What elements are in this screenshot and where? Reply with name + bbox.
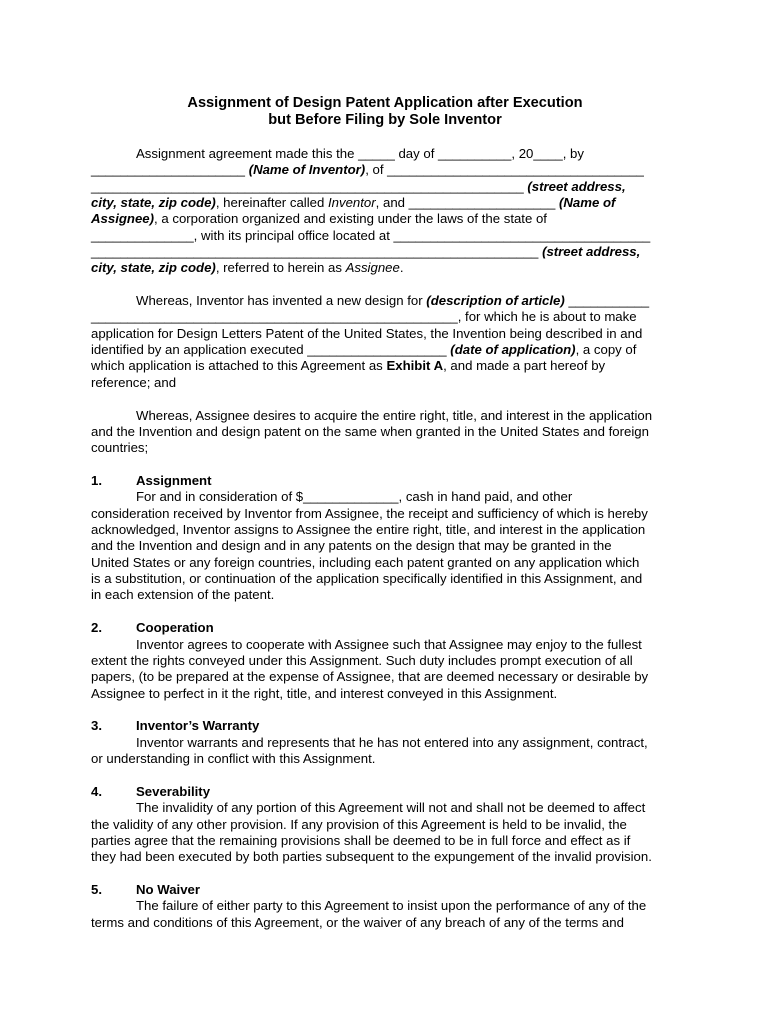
whereas-line xyxy=(91,358,605,374)
section-line: Inventor agrees to cooperate with Assignee such that Assignee may enjoy to the fullest xyxy=(136,637,642,652)
field-label: (date of application) xyxy=(450,342,576,357)
section-heading: Severability xyxy=(136,784,211,799)
intro-text: , hereinafter called xyxy=(215,195,328,210)
section-line: acknowledged, Inventor assigns to Assignee the entire right, title, and interest in the application xyxy=(91,522,646,537)
section-heading: Cooperation xyxy=(136,620,214,635)
intro-text: , and ____________________ xyxy=(375,195,559,210)
section-line: consideration received by Inventor from Assignee, the receipt and sufficiency of which is hereby xyxy=(91,506,648,521)
blank-field: ___________ xyxy=(564,293,650,308)
section-number: 5. xyxy=(91,882,102,897)
section-line: Assignee to perfect in it the right, title, and interest conveyed in this Assignment. xyxy=(91,686,558,701)
intro-line xyxy=(91,211,547,227)
whereas-line: __________________________________________________, for which he is about to make xyxy=(91,309,637,324)
whereas-line: Whereas, Assignee desires to acquire the entire right, title, and interest in the application xyxy=(136,408,653,423)
intro-line xyxy=(91,244,640,260)
field-label: (Name of xyxy=(559,195,616,210)
section-heading: No Waiver xyxy=(136,882,200,897)
whereas-line: countries; xyxy=(91,440,149,455)
intro-line xyxy=(91,260,404,276)
whereas-text: , a copy of xyxy=(575,342,637,357)
whereas-text: Whereas, Inventor has invented a new design for xyxy=(136,293,427,308)
whereas-line xyxy=(136,293,649,309)
blank-field: ___________________________________________________________ xyxy=(91,179,528,194)
section-line: The invalidity of any portion of this Agreement will not and shall not be deemed to affect xyxy=(136,800,646,815)
section-line: they had been executed by both parties subsequent to the expungement of the invalid provision. xyxy=(91,849,652,864)
field-label: city, state, zip code) xyxy=(91,195,216,210)
section-number: 3. xyxy=(91,718,102,733)
intro-text: , a corporation organized and existing under the laws of the state of xyxy=(154,211,547,226)
section-line: papers, (to be prepared at the expense of Assignee, that are deemed necessary or desirable by xyxy=(91,669,649,684)
section-line: extent the rights conveyed under this Assignment. Such duty includes prompt execution of all xyxy=(91,653,633,668)
section-line: is a substitution, or continuation of the application specifically identified in this Assignment, and xyxy=(91,571,643,586)
field-label: (description of article) xyxy=(426,293,565,308)
section-heading: Inventor’s Warranty xyxy=(136,718,260,733)
document-title-line-2: but Before Filing by Sole Inventor xyxy=(268,112,502,128)
field-label: (street address, xyxy=(542,244,641,259)
section-line: terms and conditions of this Agreement, or the waiver of any breach of any of the terms and xyxy=(91,915,624,930)
section-line: or understanding in conflict with this Assignment. xyxy=(91,751,376,766)
section-line: United States or any foreign countries, including each patent granted on any application which xyxy=(91,555,640,570)
whereas-line: application for Design Letters Patent of the United States, the Invention being described in and xyxy=(91,326,643,341)
whereas-line: and the Invention and design patent on the same when granted in the United States and foreign xyxy=(91,424,649,439)
section-line: For and in consideration of $_____________, cash in hand paid, and other xyxy=(136,489,573,504)
intro-line: Assignment agreement made this the _____ day of __________, 20____, by xyxy=(136,146,584,161)
section-line: in each extension of the patent. xyxy=(91,587,275,602)
field-label: Assignee) xyxy=(91,211,155,226)
whereas-line: reference; and xyxy=(91,375,177,390)
document-title-line-1: Assignment of Design Patent Application after Execution xyxy=(187,95,583,111)
exhibit-label: Exhibit A xyxy=(386,358,444,373)
section-number: 2. xyxy=(91,620,102,635)
intro-line: ______________, with its principal office located at ___________________________________ xyxy=(91,228,651,243)
section-line: Inventor warrants and represents that he has not entered into any assignment, contract, xyxy=(136,735,648,750)
section-line: and the Invention and design and in any patents on the design that may be granted in the xyxy=(91,538,612,553)
whereas-line xyxy=(91,342,636,358)
blank-field: _____________________________________________________________ xyxy=(91,244,543,259)
intro-line xyxy=(91,195,615,211)
section-line: the validity of any other provision. If any provision of this Agreement is held to be invalid, the xyxy=(91,817,627,832)
whereas-text: identified by an application executed ___________________ xyxy=(91,342,451,357)
blank-field: _____________________ xyxy=(91,162,249,177)
defined-term: Inventor xyxy=(328,195,376,210)
section-number: 1. xyxy=(91,473,102,488)
section-number: 4. xyxy=(91,784,102,799)
field-label: (Name of Inventor) xyxy=(248,162,366,177)
intro-line xyxy=(91,162,644,178)
field-label: (street address, xyxy=(527,179,626,194)
whereas-text: , and made a part hereof by xyxy=(443,358,606,373)
whereas-text: which application is attached to this Agreement as xyxy=(91,358,387,373)
intro-line xyxy=(91,179,626,195)
section-line: parties agree that the remaining provisions shall be deemed to be in full force and effect as if xyxy=(91,833,631,848)
section-heading: Assignment xyxy=(136,473,212,488)
defined-term: Assignee xyxy=(345,260,400,275)
intro-text: , of ___________________________________ xyxy=(365,162,644,177)
section-line: The failure of either party to this Agreement to insist upon the performance of any of the xyxy=(136,898,647,913)
intro-text: . xyxy=(399,260,404,275)
intro-text: , referred to herein as xyxy=(215,260,346,275)
field-label: city, state, zip code) xyxy=(91,260,216,275)
